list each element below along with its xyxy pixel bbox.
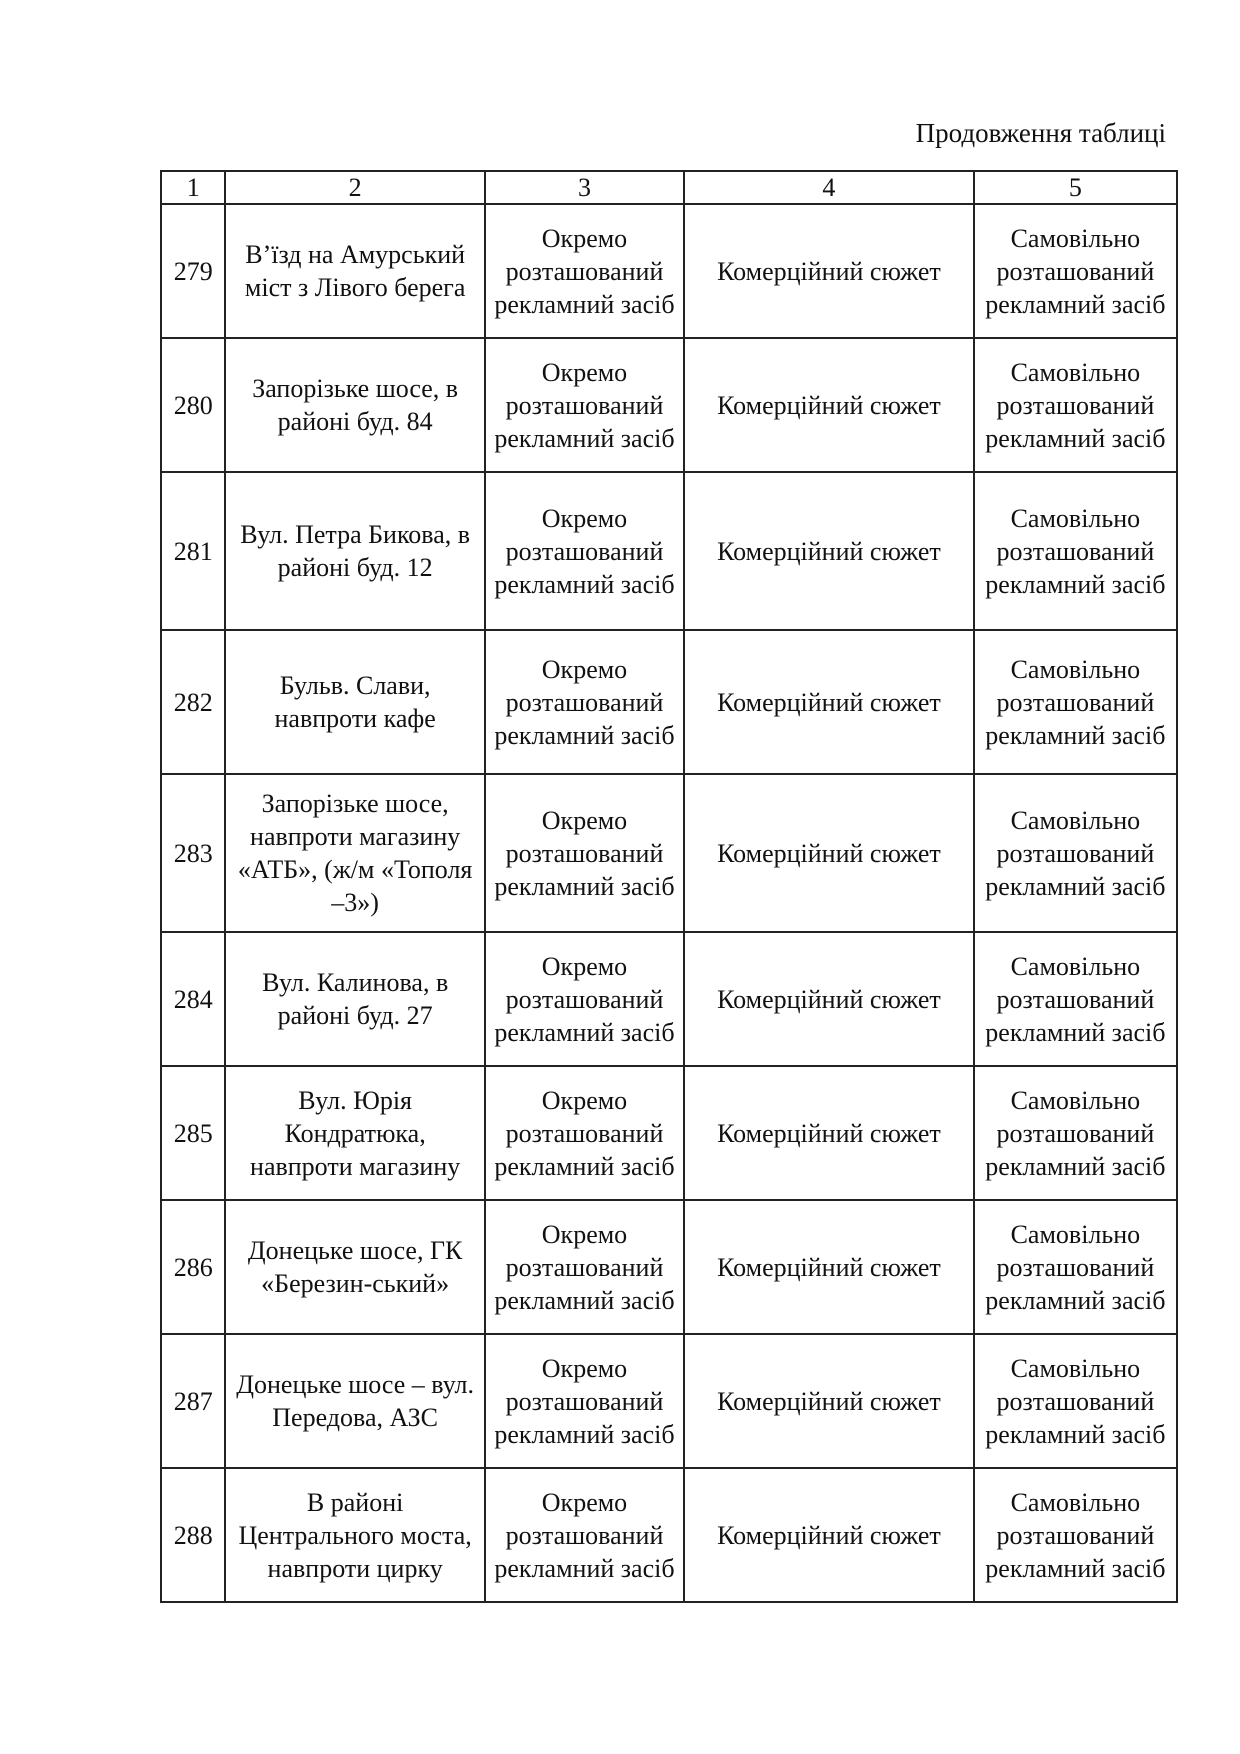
content-cell: Комерційний сюжет xyxy=(684,774,974,932)
row-number: 282 xyxy=(161,630,225,774)
table-row xyxy=(161,204,1177,338)
content-cell: Комерційний сюжет xyxy=(684,1334,974,1468)
status-cell: Самовільно розташований рекламний засіб xyxy=(974,630,1177,774)
table-row xyxy=(161,774,1177,932)
table-row xyxy=(161,472,1177,630)
status-cell: Самовільно розташований рекламний засіб xyxy=(974,1066,1177,1200)
row-number: 280 xyxy=(161,338,225,472)
content-cell: Комерційний сюжет xyxy=(684,1200,974,1334)
content-cell: Комерційний сюжет xyxy=(684,630,974,774)
location-cell: Запорізьке шосе, в районі буд. 84 xyxy=(225,338,485,472)
type-cell: Окремо розташований рекламний засіб xyxy=(485,338,684,472)
content-cell: Комерційний сюжет xyxy=(684,472,974,630)
type-cell: Окремо розташований рекламний засіб xyxy=(485,472,684,630)
table-row xyxy=(161,630,1177,774)
status-cell: Самовільно розташований рекламний засіб xyxy=(974,1200,1177,1334)
table-continuation-label: Продовження таблиці xyxy=(915,118,1166,148)
status-cell: Самовільно розташований рекламний засіб xyxy=(974,774,1177,932)
table-row xyxy=(161,338,1177,472)
row-number: 281 xyxy=(161,472,225,630)
table-row xyxy=(161,1200,1177,1334)
status-cell: Самовільно розташований рекламний засіб xyxy=(974,1334,1177,1468)
location-cell: Вул. Петра Бикова, в районі буд. 12 xyxy=(225,472,485,630)
location-cell: Вул. Калинова, в районі буд. 27 xyxy=(225,932,485,1066)
row-number: 286 xyxy=(161,1200,225,1334)
table-row xyxy=(161,1334,1177,1468)
row-number: 288 xyxy=(161,1468,225,1602)
row-number: 285 xyxy=(161,1066,225,1200)
row-number: 287 xyxy=(161,1334,225,1468)
status-cell: Самовільно розташований рекламний засіб xyxy=(974,338,1177,472)
location-cell: Бульв. Слави, навпроти кафе xyxy=(225,630,485,774)
content-cell: Комерційний сюжет xyxy=(684,1066,974,1200)
column-header-1: 1 xyxy=(161,171,225,204)
column-header-5: 5 xyxy=(974,171,1177,204)
location-cell: В’їзд на Амурський міст з Лівого берега xyxy=(225,204,485,338)
status-cell: Самовільно розташований рекламний засіб xyxy=(974,204,1177,338)
column-header-3: 3 xyxy=(485,171,684,204)
location-cell: Запорізьке шосе, навпроти магазину «АТБ», (ж/м «Тополя –3») xyxy=(225,774,485,932)
type-cell: Окремо розташований рекламний засіб xyxy=(485,1468,684,1602)
location-cell: В районі Центрального моста, навпроти цирку xyxy=(225,1468,485,1602)
content-cell: Комерційний сюжет xyxy=(684,932,974,1066)
location-cell: Донецьке шосе – вул. Передова, АЗС xyxy=(225,1334,485,1468)
location-cell: Донецьке шосе, ГК «Березин-ський» xyxy=(225,1200,485,1334)
table-row xyxy=(161,1468,1177,1602)
column-header-2: 2 xyxy=(225,171,485,204)
status-cell: Самовільно розташований рекламний засіб xyxy=(974,1468,1177,1602)
type-cell: Окремо розташований рекламний засіб xyxy=(485,774,684,932)
type-cell: Окремо розташований рекламний засіб xyxy=(485,1334,684,1468)
table-header-row xyxy=(161,171,1177,204)
content-cell: Комерційний сюжет xyxy=(684,204,974,338)
column-header-4: 4 xyxy=(684,171,974,204)
row-number: 283 xyxy=(161,774,225,932)
table-row xyxy=(161,932,1177,1066)
location-cell: Вул. Юрія Кондратюка, навпроти магазину xyxy=(225,1066,485,1200)
status-cell: Самовільно розташований рекламний засіб xyxy=(974,932,1177,1066)
type-cell: Окремо розташований рекламний засіб xyxy=(485,932,684,1066)
row-number: 279 xyxy=(161,204,225,338)
type-cell: Окремо розташований рекламний засіб xyxy=(485,630,684,774)
content-cell: Комерційний сюжет xyxy=(684,338,974,472)
type-cell: Окремо розташований рекламний засіб xyxy=(485,204,684,338)
advertising-table xyxy=(160,170,1178,1603)
content-cell: Комерційний сюжет xyxy=(684,1468,974,1602)
type-cell: Окремо розташований рекламний засіб xyxy=(485,1200,684,1334)
row-number: 284 xyxy=(161,932,225,1066)
type-cell: Окремо розташований рекламний засіб xyxy=(485,1066,684,1200)
status-cell: Самовільно розташований рекламний засіб xyxy=(974,472,1177,630)
table-row xyxy=(161,1066,1177,1200)
